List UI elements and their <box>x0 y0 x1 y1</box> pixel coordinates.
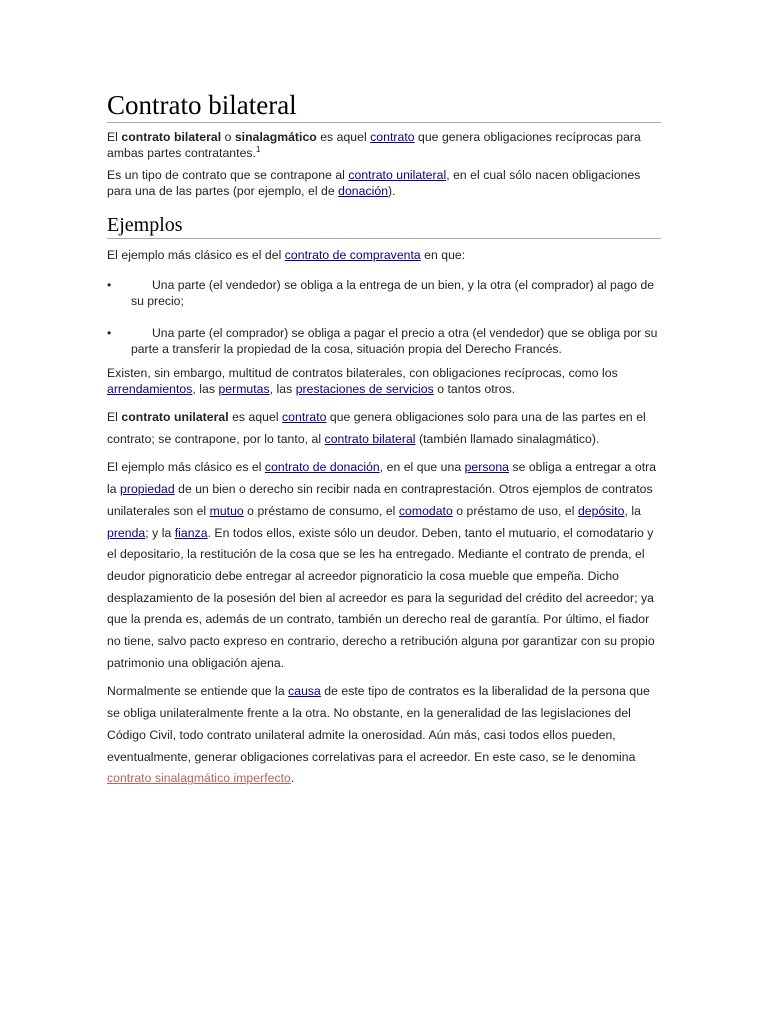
link-arrendamientos[interactable]: arrendamientos <box>107 382 193 396</box>
article <box>107 88 661 790</box>
examples-list <box>107 277 661 357</box>
link-contrato-2[interactable]: contrato <box>282 410 327 424</box>
link-permutas[interactable]: permutas <box>218 382 270 396</box>
link-contrato-unilateral[interactable]: contrato unilateral <box>348 168 447 182</box>
term-contrato-unilateral: contrato unilateral <box>121 410 229 424</box>
link-fianza[interactable]: fianza <box>174 525 208 540</box>
intro-paragraph: El contrato bilateral o sinalagmático es aquel contrato que genera obligaciones recíprocas para ambas partes contratantes.$^1$ <box>107 130 641 160</box>
link-contrato-de-donacion[interactable]: contrato de donación <box>264 460 380 475</box>
link-contrato-sinalagmatico-imperfecto[interactable]: contrato sinalagmático imperfecto <box>107 771 291 786</box>
link-mutuo[interactable]: mutuo <box>209 503 244 518</box>
link-propiedad[interactable]: propiedad <box>120 482 175 497</box>
term-sinalagmatico: sinalagmático <box>234 130 317 144</box>
link-prenda[interactable]: prenda <box>107 525 146 540</box>
link-donacion[interactable]: donación <box>338 184 389 198</box>
link-contrato-de-compraventa[interactable]: contrato de compraventa <box>284 248 421 262</box>
examples-outro: Existen, sin embargo, multitud de contratos bilaterales, con obligaciones recíprocas, como los arrendamientos, las permutas, las prestaciones de servicios o tantos otros. <box>107 366 618 396</box>
link-persona[interactable]: persona <box>464 460 509 475</box>
donacion-paragraph: El ejemplo más clásico es el contrato de donación, en el que una persona se obliga a entregar a otra la propiedad de un bien o derecho sin recibir nada en contraprestación. Otros ejemplos de contratos unilaterales son el mutuo o préstamo de consumo, el comodato o préstamo de uso, el depósito, la prenda; y la fianza. En todos ellos, existe sólo un deudor. Deben, tanto el mutuario, el comodatario y el depositario, la restitución de la cosa que se les ha entregado. Mediante el contrato de prenda, el deudor pignoraticio debe entregar al acreedor pignoraticio la cosa mueble que empeña. Dicho desplazamiento de la posesión del bien al acreedor es para la seguridad del crédito del acreedor; ya que la prenda es, además de un contrato, también un derecho real de garantía. Por último, el fiador no tiene, salvo pacto expreso en contrario, derecho a retribución alguna por garantizar con su propio patrimonio una obligación ajena. <box>107 460 657 670</box>
link-prestaciones-de-servicios[interactable]: prestaciones de servicios <box>295 382 434 396</box>
page-title: Contrato bilateral <box>107 88 661 123</box>
link-contrato-bilateral[interactable]: contrato bilateral <box>324 431 416 446</box>
bullet-icon: • <box>107 326 112 340</box>
bullet-icon: • <box>107 278 112 292</box>
link-comodato[interactable]: comodato <box>398 503 453 518</box>
reference-marker[interactable]: 1 <box>255 144 261 154</box>
causa-paragraph: Normalmente se entiende que la causa de este tipo de contratos es la liberalidad de la persona que se obliga unilateralmente frente a la otra. No obstante, en la generalidad de las legislaciones del Código Civil, todo contrato unilateral admite la onerosidad. Aún más, casi todos ellos pueden, eventualmente, generar obligaciones correlativas para el acreedor. En este caso, se le denomina contrato sinalagmático imperfecto. <box>107 684 650 786</box>
section-heading-ejemplos: Ejemplos <box>107 213 661 239</box>
contrast-paragraph: Es un tipo de contrato que se contrapone al contrato unilateral, en el cual sólo nacen obligaciones para una de las partes (por ejemplo, el de donación). <box>107 168 641 198</box>
list-item: • Una parte (el comprador) se obliga a pagar el precio a otra (el vendedor) que se obliga por su parte a transferir la propiedad de la cosa, situación propia del Derecho Francés. <box>107 326 658 356</box>
unilateral-paragraph: El contrato unilateral es aquel contrato que genera obligaciones solo para una de las partes en el contrato; se contrapone, por lo tanto, al contrato bilateral (también llamado sinalagmático). <box>107 410 646 446</box>
term-contrato-bilateral: contrato bilateral <box>121 130 222 144</box>
examples-intro: El ejemplo más clásico es el del contrato de compraventa en que: <box>107 248 466 262</box>
link-causa[interactable]: causa <box>288 684 321 699</box>
list-item: • Una parte (el vendedor) se obliga a la entrega de un bien, y la otra (el comprador) al pago de su precio; <box>107 278 655 308</box>
link-contrato[interactable]: contrato <box>370 130 415 144</box>
link-deposito[interactable]: depósito <box>577 503 625 518</box>
